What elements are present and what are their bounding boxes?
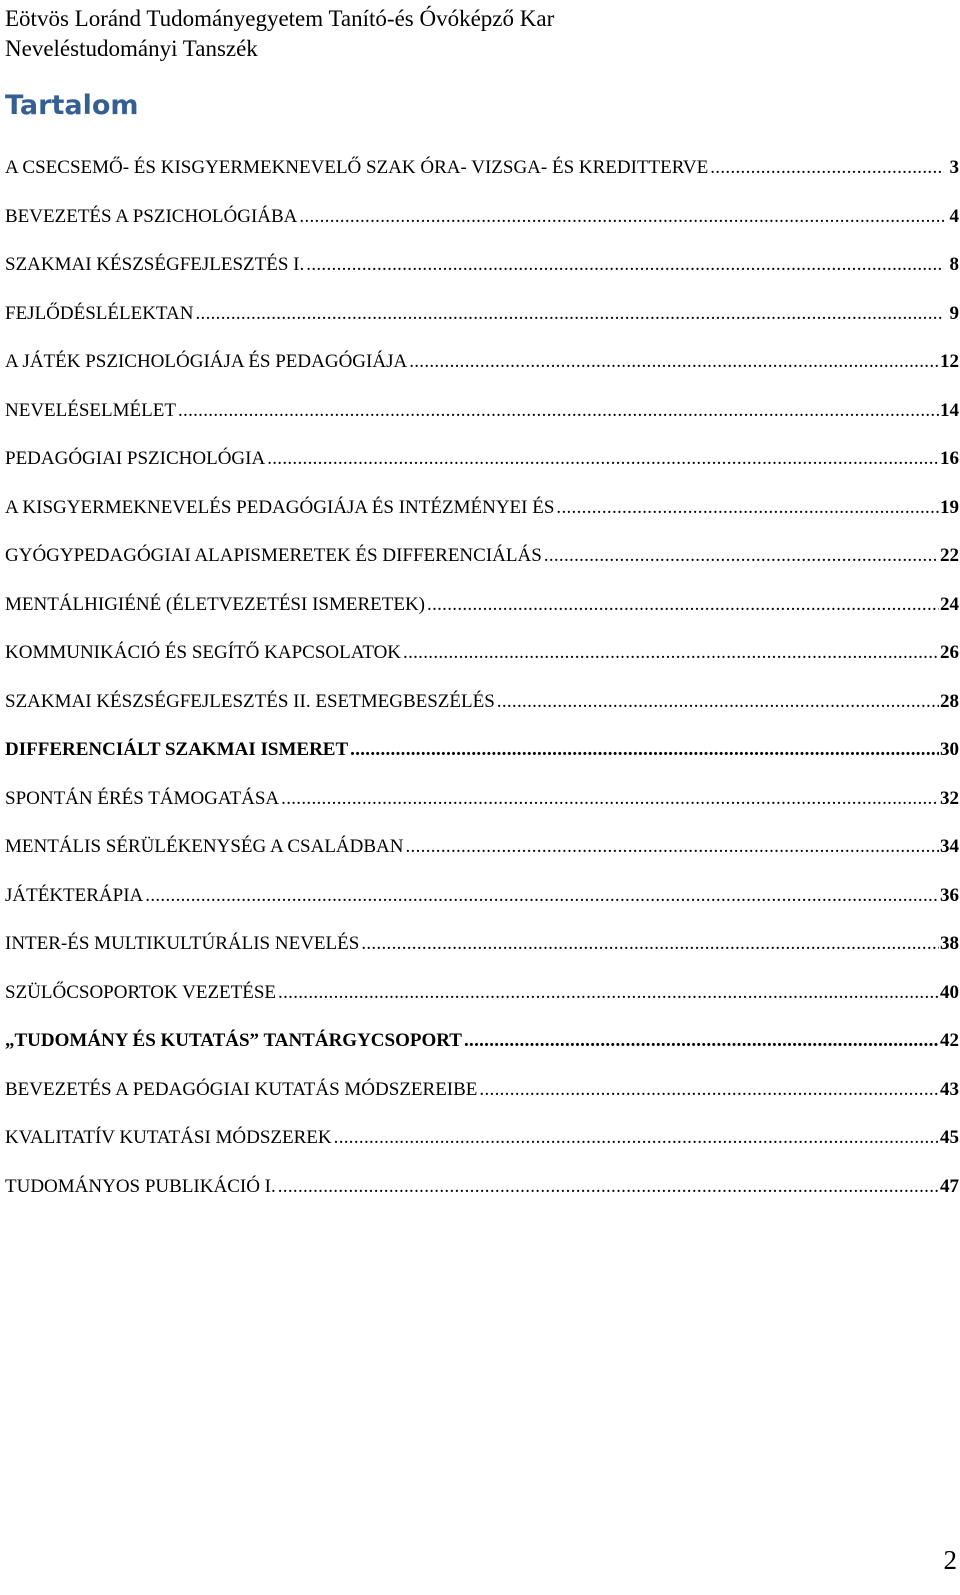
toc-entry-page-number[interactable]: 12 [940, 351, 959, 372]
toc-entry-title[interactable]: GYÓGYPEDAGÓGIAI ALAPISMERETEK ÉS DIFFERENCIÁLÁS [5, 545, 542, 566]
toc-dot-leader [479, 1076, 939, 1104]
toc-entry-page-number[interactable]: 4 [949, 205, 959, 227]
toc-entry-title[interactable]: DIFFERENCIÁLT SZAKMAI ISMERET [5, 739, 349, 760]
toc-entry-title[interactable]: NEVELÉSELMÉLET [5, 399, 176, 421]
toc-entry-title[interactable]: KOMMUNIKÁCIÓ ÉS SEGÍTŐ KAPCSOLATOK [5, 642, 402, 663]
toc-dot-leader [544, 542, 939, 570]
toc-entry-page-number[interactable]: 28 [940, 690, 959, 712]
toc-entry-page-number[interactable]: 24 [940, 593, 959, 615]
toc-dot-leader [409, 348, 939, 376]
toc-entry-title[interactable]: FEJLŐDÉSLÉLEKTAN [5, 302, 194, 324]
toc-entry-page-number[interactable]: 45 [940, 1127, 959, 1148]
toc-dot-leader [464, 1027, 939, 1055]
toc-entry[interactable] [5, 930, 959, 979]
toc-entry[interactable] [5, 300, 959, 349]
toc-entry-page-number[interactable]: 34 [940, 836, 959, 857]
toc-entry-title[interactable]: BEVEZETÉS A PEDAGÓGIAI KUTATÁS MÓDSZEREIBE [5, 1078, 478, 1100]
toc-dot-leader [195, 300, 944, 328]
toc-dot-leader [361, 930, 939, 958]
toc-entry-page-number[interactable]: 14 [940, 399, 959, 421]
toc-entry[interactable] [5, 591, 959, 640]
toc-entry[interactable] [5, 639, 959, 688]
toc-dot-leader [710, 154, 944, 182]
toc-entry-title[interactable]: SZÜLŐCSOPORTOK VEZETÉSE [5, 981, 277, 1003]
toc-dot-leader [497, 688, 939, 716]
toc-entry[interactable] [5, 494, 959, 543]
toc-entry[interactable] [5, 203, 959, 252]
toc-entry-page-number[interactable]: 16 [940, 448, 959, 469]
toc-entry[interactable] [5, 1027, 959, 1076]
toc-entry-page-number[interactable]: 40 [940, 981, 959, 1003]
toc-entry-title[interactable]: A JÁTÉK PSZICHOLÓGIÁJA ÉS PEDAGÓGIÁJA [5, 351, 408, 372]
toc-entry-title[interactable]: „TUDOMÁNY ÉS KUTATÁS” TANTÁRGYCSOPORT [5, 1030, 462, 1051]
toc-entry[interactable] [5, 833, 959, 882]
toc-dot-leader [278, 979, 939, 1007]
toc-entry[interactable] [5, 1173, 959, 1222]
page-header [5, 4, 554, 64]
toc-title: Tartalom [5, 90, 139, 121]
toc-entry-page-number[interactable]: 19 [940, 496, 959, 518]
page-number: 2 [943, 1545, 957, 1575]
toc-entry-title[interactable]: TUDOMÁNYOS PUBLIKÁCIÓ I. [5, 1175, 276, 1197]
toc-entry-page-number[interactable]: 22 [940, 545, 959, 566]
toc-entry-title[interactable]: SZAKMAI KÉSZSÉGFEJLESZTÉS I. [5, 254, 305, 275]
toc-entry[interactable] [5, 397, 959, 446]
toc-entry-page-number[interactable]: 36 [940, 884, 959, 906]
toc-entry-page-number[interactable]: 9 [949, 302, 959, 324]
toc-entry-title[interactable]: SZAKMAI KÉSZSÉGFEJLESZTÉS II. ESETMEGBESZÉLÉS [5, 690, 495, 712]
toc-dot-leader [145, 882, 939, 910]
toc-dot-leader [306, 251, 944, 279]
toc-entry-title[interactable]: JÁTÉKTERÁPIA [5, 884, 144, 906]
toc-entry-title[interactable]: INTER-ÉS MULTIKULTÚRÁLIS NEVELÉS [5, 933, 360, 954]
toc-entry-page-number[interactable]: 30 [940, 739, 959, 760]
toc-list [5, 154, 959, 1221]
toc-entry-page-number[interactable]: 3 [949, 157, 959, 178]
toc-entry-page-number[interactable]: 26 [940, 642, 959, 663]
toc-entry-page-number[interactable]: 32 [940, 787, 959, 809]
toc-entry[interactable] [5, 251, 959, 300]
toc-entry[interactable] [5, 1076, 959, 1125]
toc-entry[interactable] [5, 736, 959, 785]
toc-dot-leader [406, 833, 940, 861]
toc-entry[interactable] [5, 882, 959, 931]
toc-entry[interactable] [5, 785, 959, 834]
header-institution: Eötvös Loránd Tudományegyetem Tanító-és Óvóképző Kar [5, 6, 555, 31]
toc-entry-page-number[interactable]: 42 [940, 1030, 959, 1051]
toc-dot-leader [267, 445, 939, 473]
toc-entry-title[interactable]: MENTÁLIS SÉRÜLÉKENYSÉG A CSALÁDBAN [5, 836, 404, 857]
toc-entry-page-number[interactable]: 38 [940, 933, 959, 954]
toc-entry[interactable] [5, 154, 959, 203]
toc-entry-title[interactable]: PEDAGÓGIAI PSZICHOLÓGIA [5, 448, 266, 469]
header-department: Neveléstudományi Tanszék [5, 36, 258, 61]
toc-entry-title[interactable]: SPONTÁN ÉRÉS TÁMOGATÁSA [5, 787, 280, 809]
toc-entry[interactable] [5, 445, 959, 494]
toc-dot-leader [350, 736, 939, 764]
toc-dot-leader [299, 203, 944, 231]
toc-entry-title[interactable]: KVALITATÍV KUTATÁSI MÓDSZEREK [5, 1127, 332, 1148]
toc-entry[interactable] [5, 348, 959, 397]
toc-entry-title[interactable]: A KISGYERMEKNEVELÉS PEDAGÓGIÁJA ÉS INTÉZMÉNYEI ÉS [5, 496, 555, 518]
toc-entry-title[interactable]: A CSECSEMŐ- ÉS KISGYERMEKNEVELŐ SZAK ÓRA- VIZSGA- ÉS KREDITTERVE [5, 157, 709, 178]
toc-dot-leader [278, 1173, 939, 1201]
toc-entry[interactable] [5, 979, 959, 1028]
toc-entry-title[interactable]: MENTÁLHIGIÉNÉ (ÉLETVEZETÉSI ISMERETEK) [5, 593, 426, 615]
toc-entry[interactable] [5, 1124, 959, 1173]
toc-dot-leader [178, 397, 939, 425]
toc-entry-title[interactable]: BEVEZETÉS A PSZICHOLÓGIÁBA [5, 205, 298, 227]
toc-entry[interactable] [5, 688, 959, 737]
toc-entry-page-number[interactable]: 43 [940, 1078, 959, 1100]
toc-dot-leader [427, 591, 939, 619]
toc-dot-leader [334, 1124, 939, 1152]
toc-entry-page-number[interactable]: 47 [940, 1175, 959, 1197]
toc-dot-leader [556, 494, 939, 522]
toc-dot-leader [403, 639, 939, 667]
toc-dot-leader [281, 785, 939, 813]
toc-entry-page-number[interactable]: 8 [949, 254, 959, 275]
toc-entry[interactable] [5, 542, 959, 591]
